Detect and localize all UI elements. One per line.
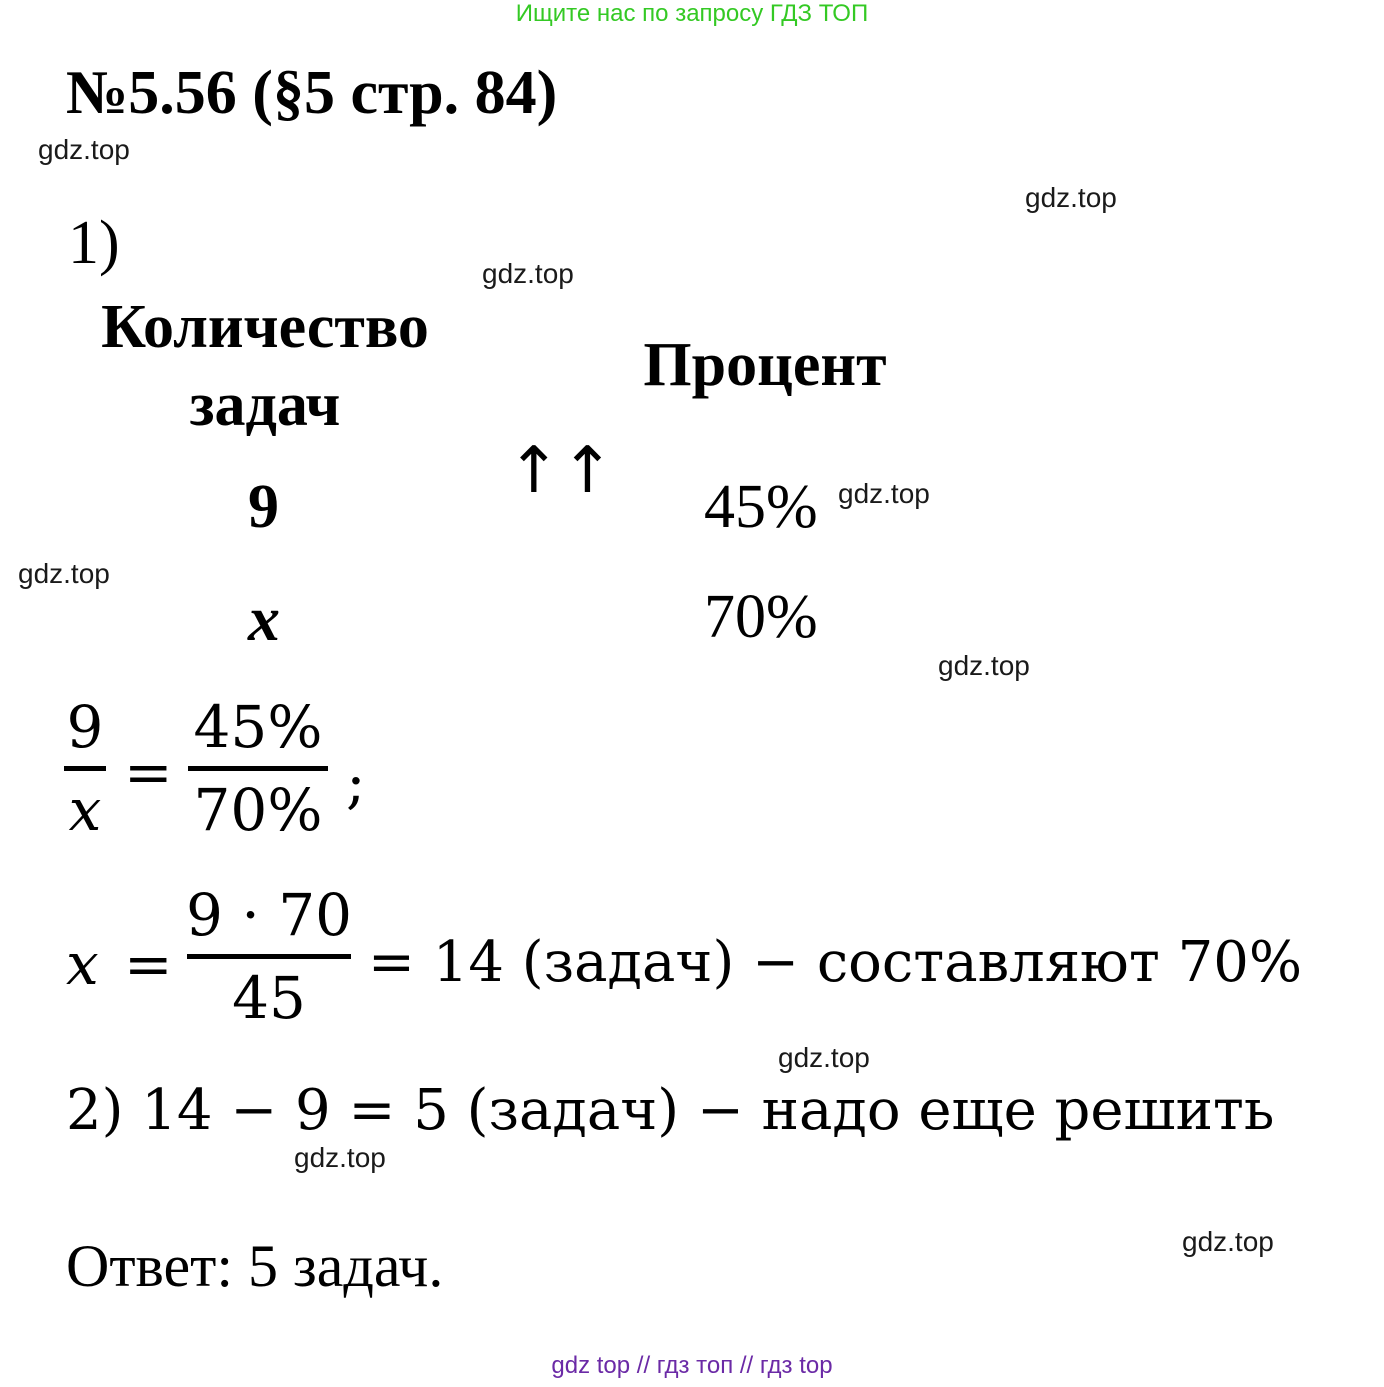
row-1-quantity: 9 <box>248 473 279 541</box>
fraction-denominator: 70% <box>193 776 323 844</box>
proportion-right-fraction <box>188 693 328 844</box>
watermark: gdz.top <box>938 650 1030 681</box>
watermark: gdz.top <box>38 134 130 165</box>
watermark: gdz.top <box>838 478 930 509</box>
watermark: gdz.top <box>1025 182 1117 213</box>
row-1-percent: 45% <box>704 473 818 541</box>
part-2-line: 2) 14 − 9 = 5 (задач) − надо еще решить <box>66 1078 1275 1143</box>
fraction-bar <box>64 766 106 771</box>
fraction-denominator: 45 <box>232 964 306 1032</box>
column-header-percent: Процент <box>643 331 887 399</box>
watermark: gdz.top <box>1182 1226 1274 1257</box>
fraction-numerator: 45% <box>193 693 323 761</box>
proportion-semicolon: ; <box>346 748 366 816</box>
solve-fraction <box>186 881 353 1032</box>
direct-proportion-arrows-icon: ↑↑ <box>507 434 615 508</box>
watermark: gdz.top <box>482 258 574 289</box>
fraction-bar <box>187 954 351 959</box>
part-1-number: 1) <box>68 209 120 277</box>
fraction-numerator: 9 · 70 <box>186 881 353 949</box>
proportion-equals: = <box>124 738 173 806</box>
watermark: gdz.top <box>778 1042 870 1073</box>
fraction-denominator: x <box>68 776 102 844</box>
solve-equals: = <box>124 930 173 998</box>
proportion-left-fraction <box>64 693 106 844</box>
fraction-bar <box>188 766 328 771</box>
row-2-quantity: x <box>248 583 280 654</box>
watermark: gdz.top <box>294 1142 386 1173</box>
footer-links[interactable]: gdz top // гдз топ // гдз top <box>551 1352 833 1379</box>
problem-title: №5.56 (§5 стр. 84) <box>66 59 558 127</box>
row-2-percent: 70% <box>704 583 818 651</box>
fraction-numerator: 9 <box>66 693 104 761</box>
solve-result: = 14 (задач) − составляют 70% <box>368 930 1303 995</box>
top-banner[interactable]: Ищите нас по запросу ГДЗ ТОП <box>515 0 869 27</box>
watermark: gdz.top <box>18 558 110 589</box>
answer-line: Ответ: 5 задач. <box>66 1233 444 1299</box>
solve-variable: x <box>66 930 99 998</box>
column-header-quantity: Количество задач <box>101 293 429 439</box>
